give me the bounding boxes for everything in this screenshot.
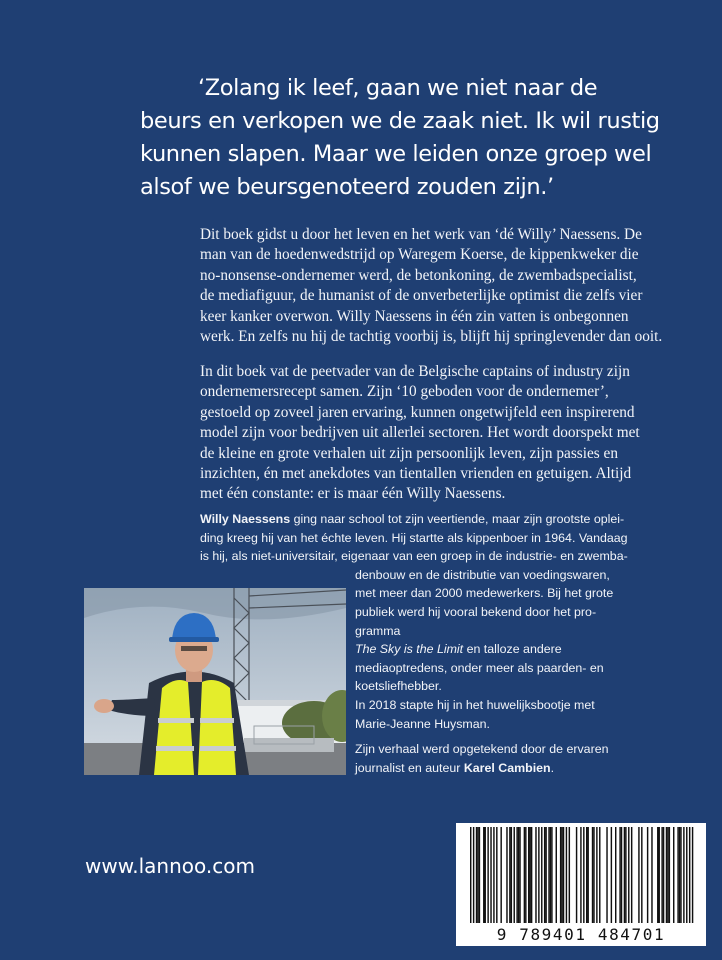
barcode-bar [514,827,515,923]
barcode-bars [456,827,706,927]
quote-line: beurs en verkopen we de zaak niet. Ik wil rustig [140,108,660,134]
barcode-bar [669,827,670,923]
text-line: denbouw en de distributie van voedingswaren, [355,567,610,582]
tv-show-title: The Sky is the Limit [355,642,464,657]
barcode-bar [525,827,526,923]
text-line: Marie-Jeanne Huysman. [355,716,490,731]
barcode-bar [692,827,693,923]
barcode-bar [596,827,597,923]
author-photo [84,588,346,775]
barcode-bar [531,827,532,923]
text-line: keer kanker overwon. Willy Naessens in één zin vatten is onbegonnen [200,307,629,325]
barcode-bar [511,827,512,923]
barcode-bar [519,827,520,923]
barcode-bar [561,827,562,923]
quote-line: alsof we beursgenoteerd zouden zijn.’ [140,174,554,200]
barcode-bar [587,827,588,923]
barcode-bar [477,827,478,923]
barcode-bar [586,827,587,923]
barcode-bar [621,827,622,923]
barcode-bar [659,827,660,923]
text-line: model zijn voor bedrijven uit allerlei sectoren. Het wordt doorspekt met [200,424,640,442]
barcode-bar [544,827,545,923]
barcode-bar [560,827,561,923]
text-line: In 2018 stapte hij in het huwelijksbootje met [355,697,595,712]
publisher-url: www.lannoo.com [85,854,255,878]
barcode-bar [686,827,687,923]
barcode-bar [624,827,625,923]
quote-line: kunnen slapen. Maar we leiden onze groep wel [140,141,652,167]
barcode-bar [509,827,510,923]
barcode-bar [487,827,488,923]
barcode-bar [625,827,626,923]
text-line: In dit boek vat de peetvader van de Belgische captains of industry zijn [200,363,630,380]
barcode-bar [593,827,594,923]
credit-text: journalist en auteur [355,760,464,775]
barcode-bar [611,827,612,923]
barcode-bar [689,827,690,923]
barcode-bar [583,827,584,923]
barcode-bar [679,827,680,923]
author-credit [355,740,695,777]
text-line: gramma [355,623,401,638]
barcode-bar [550,827,551,923]
barcode-bar [592,827,593,923]
barcode-bar [493,827,494,923]
summary-paragraph [200,362,693,505]
bio-text: en talloze andere [463,642,562,657]
author-name: Karel Cambien [463,760,551,775]
barcode-bar [483,827,484,923]
text-line: koetsliefhebber. [355,679,442,694]
text-line: is hij, als niet-universitair, eigenaar van een groep in de industrie- en zwemba- [200,549,628,564]
barcode-bar [651,827,652,923]
text-line: Zijn verhaal werd opgetekend door de ervaren [355,742,609,756]
barcode-bar [500,827,501,923]
barcode-bar [545,827,546,923]
text-line: publiek werd hij vooral bekend door het pro- [355,604,597,619]
barcode-bar [666,827,667,923]
text-line: no-nonsense-ondernemer werd, de betonkoning, de zwembadspecialist, [200,266,637,284]
text-line: de kleine en grote verhalen uit zijn persoonlijk leven, zijn passies en [200,444,618,462]
text-line: met één constante: er is maar één Willy Naessens. [200,485,506,503]
quote-line: ‘Zolang ik leef, gaan we niet naar de [198,75,598,101]
barcode-bar [490,827,491,923]
barcode-bar [657,827,658,923]
isbn-number: 9 789401 484701 [496,925,666,944]
barcode-bar [569,827,570,923]
text-line: gestoeld op zoveel jaren ervaring, kunnen ongetwijfeld een inspirerend [200,403,635,421]
text-line: man van de hoedenwedstrijd op Waregem Koerse, de kippenkweker die [200,246,639,264]
barcode-bar [576,827,577,923]
text-line: mediaoptredens, onder meer als paarden- en [355,660,604,675]
bio-name: Willy Naessens [200,512,291,526]
text-line: werk. En zelfs nu hij de tachtig voorbij is, blijft hij springlevender dan ooit. [200,328,663,346]
pull-quote [140,72,680,204]
barcode-bar [673,827,674,923]
isbn-barcode [456,823,706,946]
text-line: de mediafiguur, de humanist of de onverbeterlijke optimist die zelfs vier [200,287,643,305]
barcode-bar [638,827,639,923]
barcode-bar [506,827,507,923]
barcode-bar [485,827,486,923]
barcode-bar [535,827,536,923]
barcode-bar [470,827,471,923]
author-photo-illustration [84,588,346,775]
barcode-bar [580,827,581,923]
barcode-bar [556,827,557,923]
intro-paragraph [200,225,693,347]
barcode-bar [479,827,480,923]
text-line [355,759,695,778]
barcode-bar [548,827,549,923]
barcode-bar [599,827,600,923]
text-line: ondernemersrecept samen. Zijn ‘10 geboden voor de ondernemer’, [200,383,609,401]
barcode-bar [563,827,564,923]
text-line: ding kreeg hij van het échte leven. Hij startte als kippenboer in 1964. Vandaag [200,530,628,545]
barcode-bar [631,827,632,923]
barcode-bar [524,827,525,923]
barcode-bar [641,827,642,923]
bio-text: ging naar school tot zijn veertiende, maar zijn grootste oplei- [290,512,625,526]
text-line [355,640,693,659]
barcode-bar [496,827,497,923]
barcode-bar [661,827,662,923]
text-line: inzichten, én met anekdotes van tientallen vrienden en getuigen. Altijd [200,465,632,483]
barcode-bar [683,827,684,923]
barcode-bar [615,827,616,923]
barcode-bar [541,827,542,923]
barcode-bar [667,827,668,923]
barcode-bar [473,827,474,923]
text-line: met meer dan 2000 medewerkers. Bij het grote [355,586,614,601]
barcode-bar [628,827,629,923]
barcode-bar [680,827,681,923]
barcode-bar [677,827,678,923]
barcode-bar [551,827,552,923]
barcode-bar [538,827,539,923]
text-line: Dit boek gidst u door het leven en het werk van ‘dé Willy’ Naessens. De [200,226,642,243]
text-line [200,510,693,529]
barcode-bar [516,827,517,923]
barcode-bar [647,827,648,923]
barcode-bar [566,827,567,923]
barcode-bar [606,827,607,923]
barcode-bar [528,827,529,923]
credit-text: . [550,760,555,775]
barcode-bar [518,827,519,923]
barcode-bar [476,827,477,923]
barcode-bar [619,827,620,923]
barcode-bar [529,827,530,923]
barcode-bar [663,827,664,923]
